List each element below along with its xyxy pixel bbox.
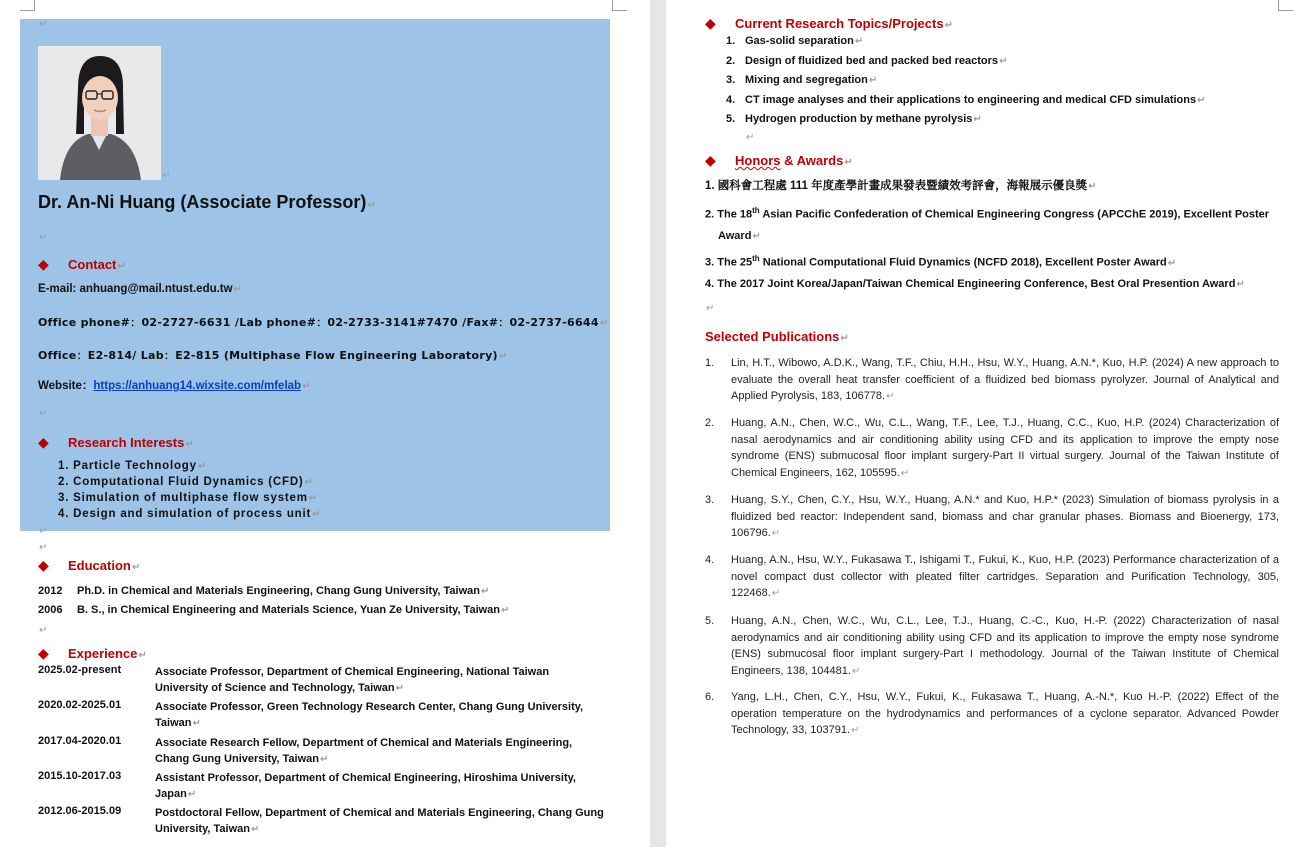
list-item: 4. CT image analyses and their applications to engineering and medical CFD simulations↵ bbox=[726, 93, 1206, 106]
list-item: 2. Design of fluidized bed and packed bed reactors↵ bbox=[726, 54, 1008, 67]
website-link[interactable]: https://anhuang14.wixsite.com/mfelab bbox=[93, 380, 302, 392]
research-interests-list bbox=[58, 460, 321, 524]
diamond-bullet-icon: ◆ bbox=[705, 15, 716, 31]
honor-item: 3. The 25th National Computational Fluid Dynamics (NCFD 2018), Excellent Poster Award↵ bbox=[705, 254, 1177, 269]
research-topics-heading: ◆ Current Research Topics/Projects↵ bbox=[705, 15, 953, 31]
list-item: 3. Mixing and segregation↵ bbox=[726, 74, 878, 86]
research-interests-heading: ◆ Research Interests↵ bbox=[38, 434, 194, 450]
honor-item-continuation: Award↵ bbox=[718, 230, 761, 242]
profile-name: Dr. An-Ni Huang (Associate Professor)↵ bbox=[38, 192, 376, 212]
diamond-bullet-icon: ◆ bbox=[38, 557, 49, 573]
diamond-bullet-icon: ◆ bbox=[705, 152, 716, 168]
list-item: 3. Simulation of multiphase flow system↵ bbox=[58, 492, 318, 504]
profile-photo bbox=[38, 46, 161, 180]
list-item: 1. Gas-solid separation↵ bbox=[726, 35, 864, 47]
contact-email: E-mail: anhuang@mail.ntust.edu.tw↵ bbox=[38, 283, 242, 295]
contact-office: Office：E2-814/ Lab：E2-815 (Multiphase Flow Engineering Laboratory)↵ bbox=[38, 349, 508, 362]
diamond-bullet-icon: ◆ bbox=[38, 434, 49, 450]
contact-heading: ◆ Contact↵ bbox=[38, 256, 126, 272]
education-item: 2012 Ph.D. in Chemical and Materials Engineering, Chang Gung University, Taiwan↵ bbox=[38, 585, 490, 597]
publications-heading: Selected Publications↵ bbox=[705, 329, 849, 344]
diamond-bullet-icon: ◆ bbox=[38, 256, 49, 272]
experience-heading: ◆ Experience↵ bbox=[38, 645, 147, 661]
education-heading: ◆ Education↵ bbox=[38, 557, 141, 573]
honor-item: 2. The 18th Asian Pacific Confederation of Chemical Engineering Congress (APCChE 2019), Excellent Poster bbox=[705, 206, 1270, 221]
list-item: 4. Design and simulation of process unit↵ bbox=[58, 508, 322, 520]
diamond-bullet-icon: ◆ bbox=[38, 645, 49, 661]
honors-heading: ◆ Honors & Awards↵ bbox=[705, 152, 853, 168]
list-item: 2. Computational Fluid Dynamics (CFD)↵ bbox=[58, 476, 314, 488]
contact-website: Website：https://anhuang14.wixsite.com/mfelab↵ bbox=[38, 380, 311, 392]
list-item: 5. Hydrogen production by methane pyrolysis↵ bbox=[726, 113, 982, 125]
honor-item: 4. The 2017 Joint Korea/Japan/Taiwan Chemical Engineering Conference, Best Oral Presention Award↵ bbox=[705, 278, 1245, 290]
honor-item: 1. 國科會工程處 111 年度產學計畫成果發表暨績效考評會，海報展示優良獎↵ bbox=[705, 180, 1097, 192]
education-item: 2006 B. S., in Chemical Engineering and Materials Science, Yuan Ze University, Taiwan↵ bbox=[38, 604, 510, 616]
research-topics-list bbox=[726, 35, 1206, 133]
list-item: 1. Particle Technology↵ bbox=[58, 460, 207, 472]
contact-phones: Office phone#：02-2727-6631 /Lab phone#：02-2733-3141#7470 /Fax#：02-2737-6644↵ bbox=[38, 316, 609, 329]
